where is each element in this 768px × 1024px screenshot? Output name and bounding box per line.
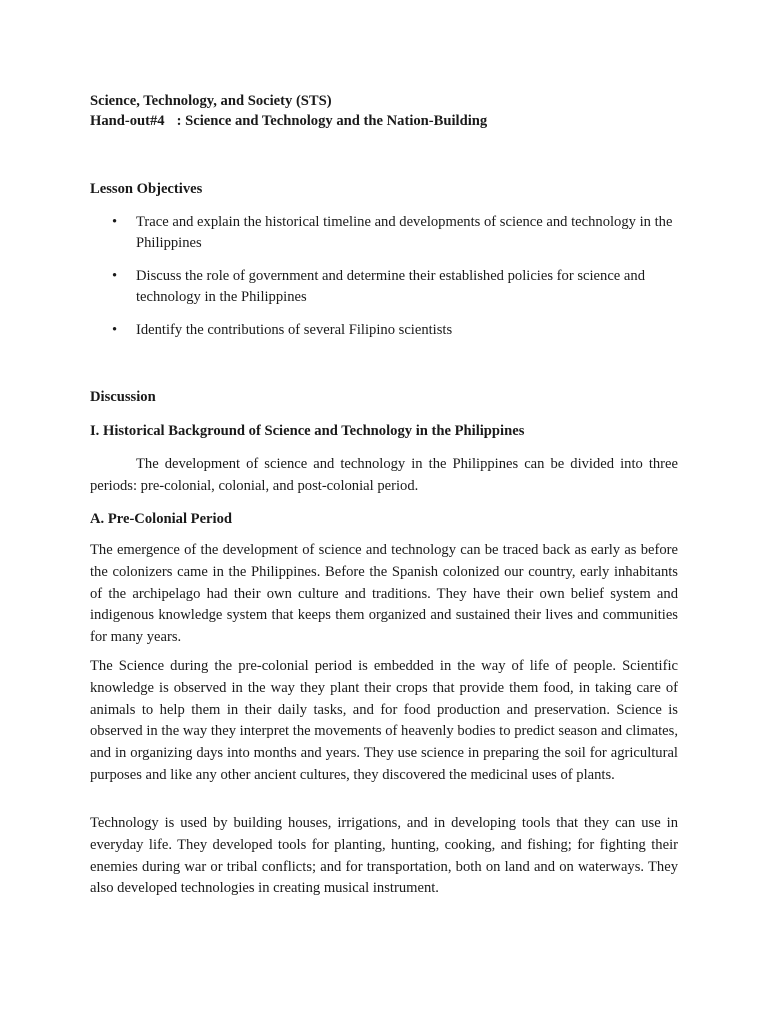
objective-text: Identify the contributions of several Filipino scientists [136, 322, 453, 338]
bullet-icon: • [112, 322, 118, 338]
handout-label: Hand-out#4 [90, 113, 165, 129]
discussion-heading: Discussion [90, 389, 156, 405]
course-title: Science, Technology, and Society (STS) [90, 93, 332, 109]
objective-item [90, 266, 690, 308]
objectives-heading: Lesson Objectives [90, 181, 203, 197]
objective-item [90, 320, 690, 341]
bullet-icon: • [112, 214, 118, 230]
objective-text: Trace and explain the historical timeline and developments of science and technology in the Philippines [136, 214, 673, 251]
subsection-heading: A. Pre-Colonial Period [90, 511, 232, 527]
section-heading: I. Historical Background of Science and Technology in the Philippines [90, 423, 525, 439]
body-paragraph: The Science during the pre-colonial period is embedded in the way of life of people. Scientific knowledge is observed in the way they plant their crops that provide them food, in taking care of animals to help them in their daily tasks, and for food production and preservation. Science is observed in the way they interpret the movements of heavenly bodies to predict season and climates, and in organizing days into months and years. They use science in preparing the soil for agricultural purposes and like any other ancient cultures, they discovered the medicinal uses of plants. [90, 658, 678, 783]
body-paragraph: The emergence of the development of science and technology can be traced back as early as before the colonizers came in the Philippines. Before the Spanish colonized our country, early inhabitants of the archipelago had their own culture and traditions. They have their own belief system and indigenous knowledge system that keeps them organized and sustained their lives and communities for many years. [90, 542, 678, 646]
intro-paragraph: The development of science and technology in the Philippines can be divided into three periods: pre-colonial, colonial, and post-colonial period. [90, 456, 678, 494]
body-paragraph: Technology is used by building houses, irrigations, and in developing tools that they can use in everyday life. They developed tools for planting, hunting, cooking, and fishing; for fighting their enemies during war or tribal conflicts; and for transportation, both on land and on waterways. They also developed technologies in creating musical instrument. [90, 815, 678, 897]
handout-title: : Science and Technology and the Nation-Building [176, 113, 488, 129]
handout-title-line [90, 111, 487, 131]
objective-text: Discuss the role of government and determine their established policies for science and technology in the Philippines [136, 268, 645, 305]
objective-item [90, 212, 690, 254]
bullet-icon: • [112, 268, 118, 284]
objectives-list [90, 212, 690, 353]
